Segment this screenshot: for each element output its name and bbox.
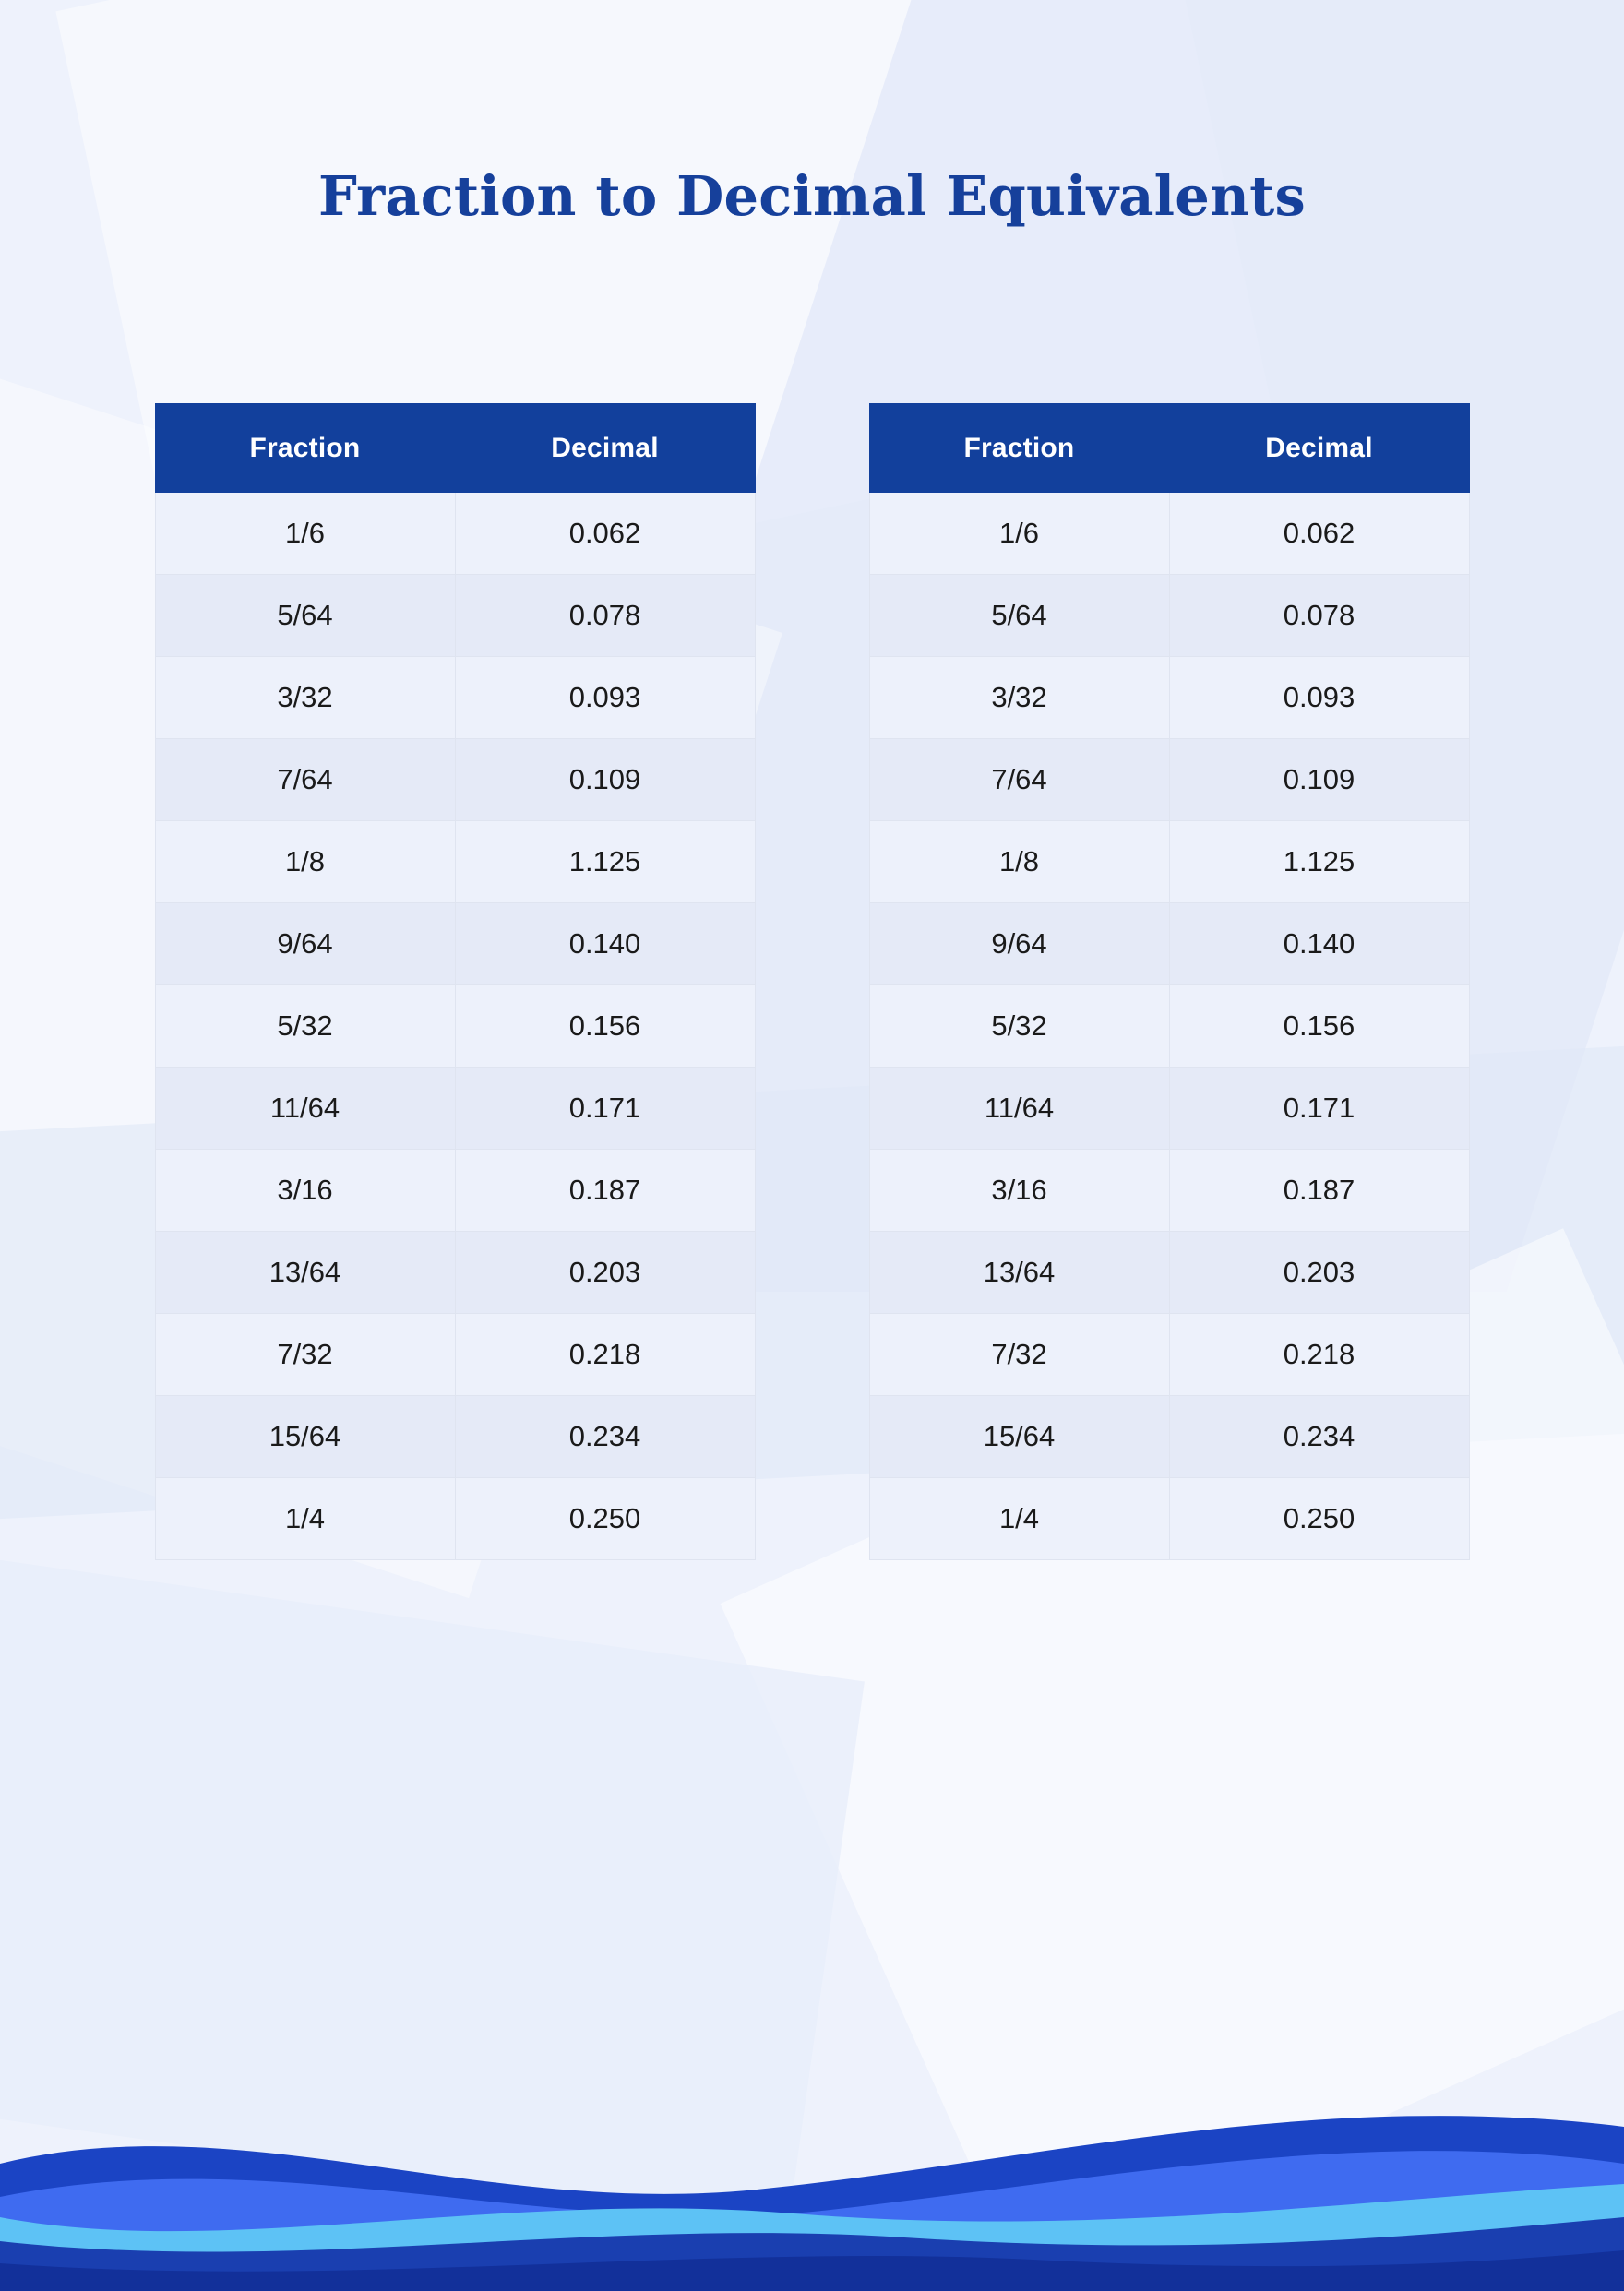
cell-decimal: 0.218 — [455, 1314, 755, 1396]
table-row — [155, 739, 755, 821]
table-row — [869, 1232, 1469, 1314]
cell-fraction: 7/32 — [155, 1314, 455, 1396]
table-row — [869, 1396, 1469, 1478]
cell-fraction: 7/32 — [869, 1314, 1169, 1396]
cell-fraction: 9/64 — [155, 903, 455, 985]
cell-fraction: 13/64 — [869, 1232, 1169, 1314]
cell-fraction: 5/32 — [155, 985, 455, 1068]
cell-decimal: 0.062 — [1169, 493, 1469, 575]
cell-fraction: 13/64 — [155, 1232, 455, 1314]
cell-decimal: 0.140 — [455, 903, 755, 985]
table-row — [869, 1068, 1469, 1150]
cell-fraction: 1/4 — [869, 1478, 1169, 1560]
table-row — [155, 821, 755, 903]
column-header-decimal: Decimal — [1169, 404, 1469, 493]
table-row — [155, 657, 755, 739]
cell-fraction: 1/6 — [869, 493, 1169, 575]
cell-decimal: 1.125 — [1169, 821, 1469, 903]
table-row — [869, 821, 1469, 903]
cell-decimal: 0.218 — [1169, 1314, 1469, 1396]
table-row — [869, 739, 1469, 821]
table-row — [869, 1150, 1469, 1232]
cell-fraction: 7/64 — [155, 739, 455, 821]
table-row — [155, 1478, 755, 1560]
cell-fraction: 1/8 — [869, 821, 1169, 903]
cell-fraction: 1/8 — [155, 821, 455, 903]
table-row — [869, 1314, 1469, 1396]
cell-decimal: 0.156 — [1169, 985, 1469, 1068]
table-header-row — [869, 404, 1469, 493]
table-row — [155, 985, 755, 1068]
cell-decimal: 0.250 — [1169, 1478, 1469, 1560]
column-header-fraction: Fraction — [155, 404, 455, 493]
cell-decimal: 1.125 — [455, 821, 755, 903]
cell-fraction: 3/16 — [155, 1150, 455, 1232]
cell-decimal: 0.234 — [455, 1396, 755, 1478]
cell-decimal: 0.078 — [455, 575, 755, 657]
cell-decimal: 0.109 — [455, 739, 755, 821]
cell-decimal: 0.078 — [1169, 575, 1469, 657]
fraction-decimal-table-right — [869, 403, 1470, 1560]
column-header-fraction: Fraction — [869, 404, 1169, 493]
table-row — [155, 575, 755, 657]
table-row — [155, 1068, 755, 1150]
cell-fraction: 5/64 — [869, 575, 1169, 657]
table-body-right — [869, 493, 1469, 1560]
table-row — [155, 903, 755, 985]
table-body-left — [155, 493, 755, 1560]
cell-decimal: 0.187 — [455, 1150, 755, 1232]
cell-decimal: 0.187 — [1169, 1150, 1469, 1232]
table-row — [869, 493, 1469, 575]
table-row — [155, 1150, 755, 1232]
cell-decimal: 0.093 — [1169, 657, 1469, 739]
table-row — [869, 985, 1469, 1068]
cell-decimal: 0.093 — [455, 657, 755, 739]
table-row — [869, 1478, 1469, 1560]
cell-fraction: 5/64 — [155, 575, 455, 657]
cell-decimal: 0.203 — [1169, 1232, 1469, 1314]
cell-decimal: 0.250 — [455, 1478, 755, 1560]
footer-wave-decoration — [0, 2079, 1624, 2291]
cell-decimal: 0.156 — [455, 985, 755, 1068]
cell-fraction: 1/6 — [155, 493, 455, 575]
column-header-decimal: Decimal — [455, 404, 755, 493]
table-row — [155, 1232, 755, 1314]
cell-fraction: 15/64 — [155, 1396, 455, 1478]
cell-decimal: 0.140 — [1169, 903, 1469, 985]
cell-fraction: 1/4 — [155, 1478, 455, 1560]
tables-container — [0, 403, 1624, 1560]
table-row — [869, 657, 1469, 739]
fraction-decimal-table-left — [155, 403, 756, 1560]
table-row — [155, 493, 755, 575]
cell-fraction: 3/16 — [869, 1150, 1169, 1232]
cell-fraction: 3/32 — [155, 657, 455, 739]
table-row — [869, 575, 1469, 657]
cell-fraction: 3/32 — [869, 657, 1169, 739]
table-row — [869, 903, 1469, 985]
table-row — [155, 1396, 755, 1478]
table-header-row — [155, 404, 755, 493]
cell-decimal: 0.062 — [455, 493, 755, 575]
cell-decimal: 0.109 — [1169, 739, 1469, 821]
cell-fraction: 7/64 — [869, 739, 1169, 821]
cell-fraction: 9/64 — [869, 903, 1169, 985]
page-title: Fraction to Decimal Equivalents — [318, 164, 1306, 228]
cell-decimal: 0.234 — [1169, 1396, 1469, 1478]
cell-decimal: 0.171 — [1169, 1068, 1469, 1150]
table-header-right — [869, 404, 1469, 493]
table-row — [155, 1314, 755, 1396]
table-header-left — [155, 404, 755, 493]
cell-decimal: 0.203 — [455, 1232, 755, 1314]
cell-fraction: 11/64 — [869, 1068, 1169, 1150]
cell-fraction: 11/64 — [155, 1068, 455, 1150]
cell-decimal: 0.171 — [455, 1068, 755, 1150]
cell-fraction: 5/32 — [869, 985, 1169, 1068]
cell-fraction: 15/64 — [869, 1396, 1169, 1478]
